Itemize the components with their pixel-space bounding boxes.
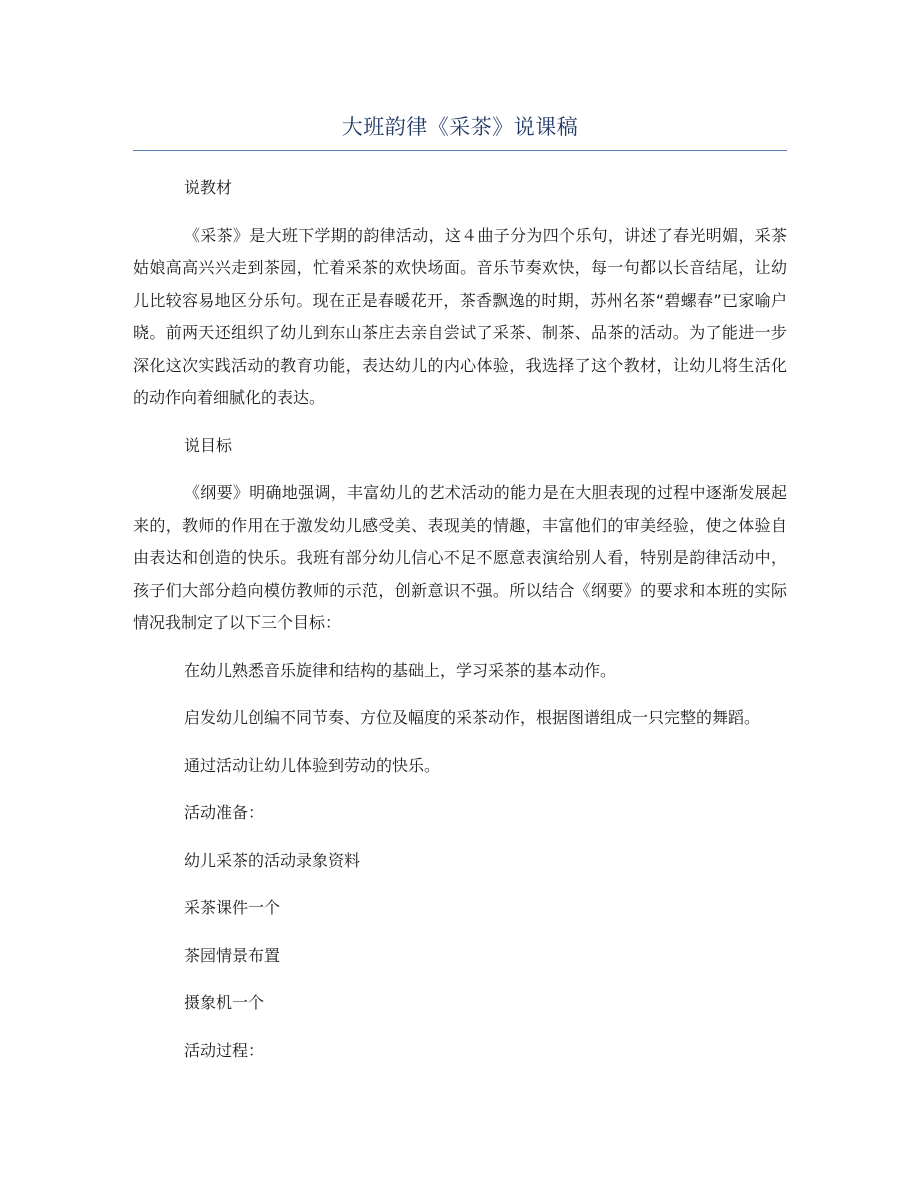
preparation-item-4: 摄象机一个 xyxy=(184,993,265,1012)
section-heading-process: 活动过程： xyxy=(184,1040,265,1060)
document-title: 大班韵律《采茶》说课稿 xyxy=(341,115,579,139)
paragraph-jiaocai: 《采茶》是大班下学期的韵律活动，这４曲子分为四个乐句，讲述了春光明媚，采茶姑娘高高兴兴走到茶园，忙着采茶的欢快场面。音乐节奏欢快，每一句都以长音结尾，让幼儿比较容易地区分乐句。现在正是春暖花开，茶香飘逸的时期，苏州名茶“碧螺春”已家喻户晓。前两天还组织了幼儿到东山茶庄去亲自尝试了采茶、制茶、品茶的活动。为了能进一步深化这次实践活动的教育功能，表达幼儿的内心体验，我选择了这个教材，让幼儿将生活化的动作向着细腻化的表达。 xyxy=(133,225,787,407)
preparation-item-2: 采茶课件一个 xyxy=(184,898,281,917)
document-body xyxy=(133,172,787,1082)
preparation-item-3: 茶园情景布置 xyxy=(184,945,281,965)
section-heading-jiaocai: 说教材 xyxy=(184,178,233,197)
title-underline xyxy=(133,150,787,151)
paragraph-mubiao: 《纲要》明确地强调，丰富幼儿的艺术活动的能力是在大胆表现的过程中逐渐发展起来的，教师的作用在于激发幼儿感受美、表现美的情趣，丰富他们的审美经验，使之体验自由表达和创造的快乐。我班有部分幼儿信心不足不愿意表演给别人看，特别是韵律活动中，孩子们大部分趋向模仿教师的示范，创新意识不强。所以结合《纲要》的要求和本班的实际情况我制定了以下三个目标： xyxy=(133,483,787,632)
goal-item-3: 通过活动让幼儿体验到劳动的快乐。 xyxy=(184,755,441,775)
section-heading-preparation: 活动准备： xyxy=(184,803,265,822)
preparation-item-1: 幼儿采茶的活动录象资料 xyxy=(184,850,361,870)
goal-item-2: 启发幼儿创编不同节奏、方位及幅度的采茶动作，根据图谱组成一只完整的舞蹈。 xyxy=(184,708,761,727)
goal-item-1: 在幼儿熟悉音乐旋律和结构的基础上，学习采茶的基本动作。 xyxy=(184,660,617,680)
section-heading-mubiao: 说目标 xyxy=(184,435,233,455)
